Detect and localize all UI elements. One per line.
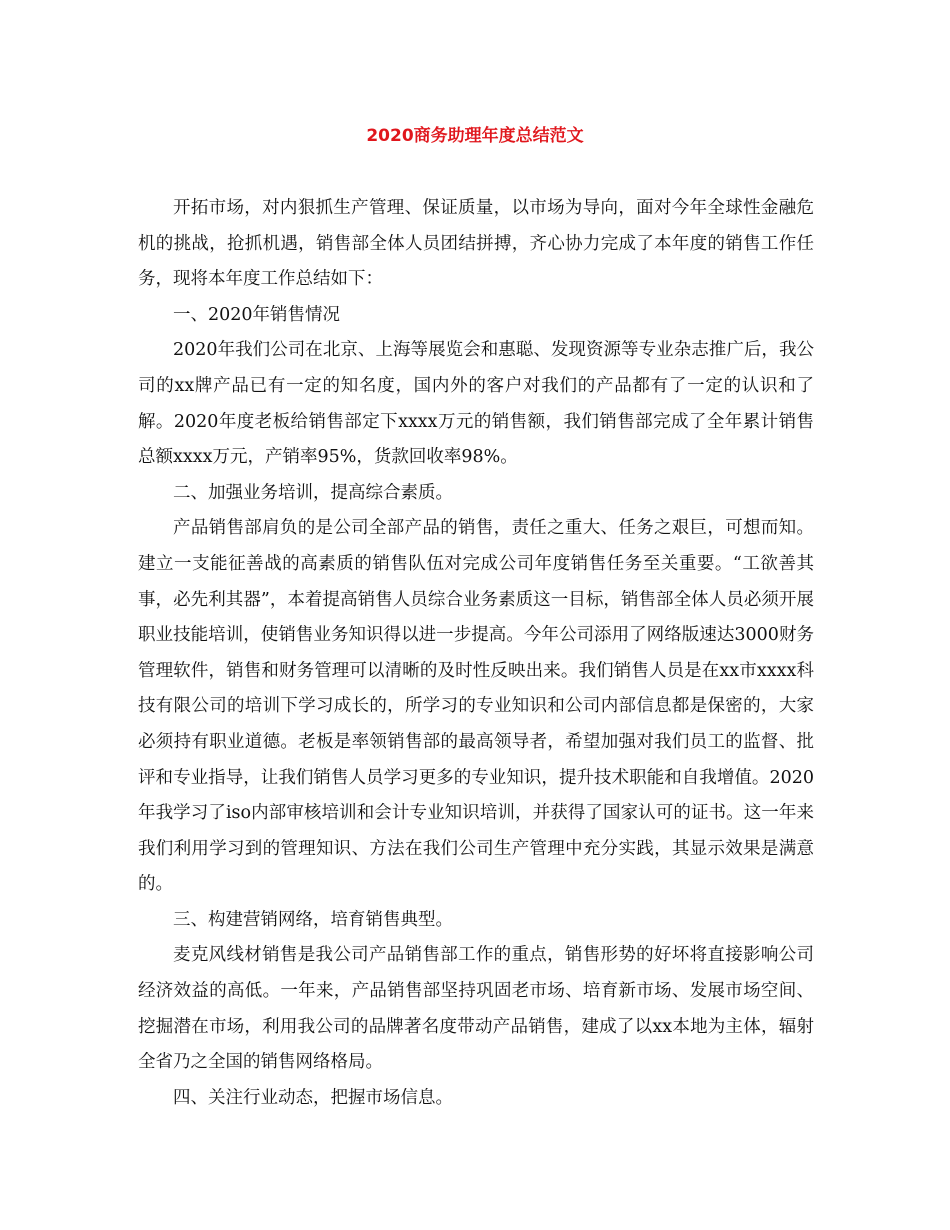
document-title: 2020商务助理年度总结范文 — [366, 126, 584, 146]
paragraph-section-1: 2020年我们公司在北京、上海等展览会和惠聪、发现资源等专业杂志推广后，我公司的xx牌产品已有一定的知名度，国内外的客户对我们的产品都有了一定的认识和了解。2020年度老板给销售部定下xxxx万元的销售额，我们销售部完成了全年累计销售总额xxxx万元，产销率95%，货款回收率98%。 — [138, 340, 814, 468]
heading-section-2: 二、加强业务培训，提高综合素质。 — [173, 482, 453, 503]
paragraph-intro: 开拓市场，对内狠抓生产管理、保证质量，以市场为导向，面对今年全球性金融危机的挑战，抢抓机遇，销售部全体人员团结拼搏，齐心协力完成了本年度的销售工作任务，现将本年度工作总结如下： — [138, 198, 814, 290]
heading-section-3: 三、构建营销网络，培育销售典型。 — [173, 909, 453, 930]
paragraph-section-2: 产品销售部肩负的是公司全部产品的销售，责任之重大、任务之艰巨，可想而知。建立一支能征善战的高素质的销售队伍对完成公司年度销售任务至关重要。“工欲善其事，必先利其器”，本着提高销售人员综合业务素质这一目标，销售部全体人员必须开展职业技能培训，使销售业务知识得以进一步提高。今年公司添用了网络版速达3000财务管理软件，销售和财务管理可以清晰的及时性反映出来。我们销售人员是在xx市xxxx科技有限公司的培训下学习成长的，所学习的专业知识和公司内部信息都是保密的，大家必须持有职业道德。老板是率领销售部的最高领导者，希望加强对我们员工的监督、批评和专业指导，让我们销售人员学习更多的专业知识，提升技术职能和自我增值。2020年我学习了iso内部审核培训和会计专业知识培训，并获得了国家认可的证书。这一年来我们利用学习到的管理知识、方法在我们公司生产管理中充分实践，其显示效果是满意的。 — [138, 518, 814, 895]
document-body — [138, 191, 814, 1116]
heading-section-1: 一、2020年销售情况 — [173, 304, 341, 325]
heading-section-4: 四、关注行业动态，把握市场信息。 — [173, 1087, 453, 1108]
paragraph-section-3: 麦克风线材销售是我公司产品销售部工作的重点，销售形势的好坏将直接影响公司经济效益的高低。一年来，产品销售部坚持巩固老市场、培育新市场、发展市场空间、挖掘潜在市场，利用我公司的品牌著名度带动产品销售，建成了以xx本地为主体，辐射全省乃之全国的销售网络格局。 — [138, 945, 814, 1073]
